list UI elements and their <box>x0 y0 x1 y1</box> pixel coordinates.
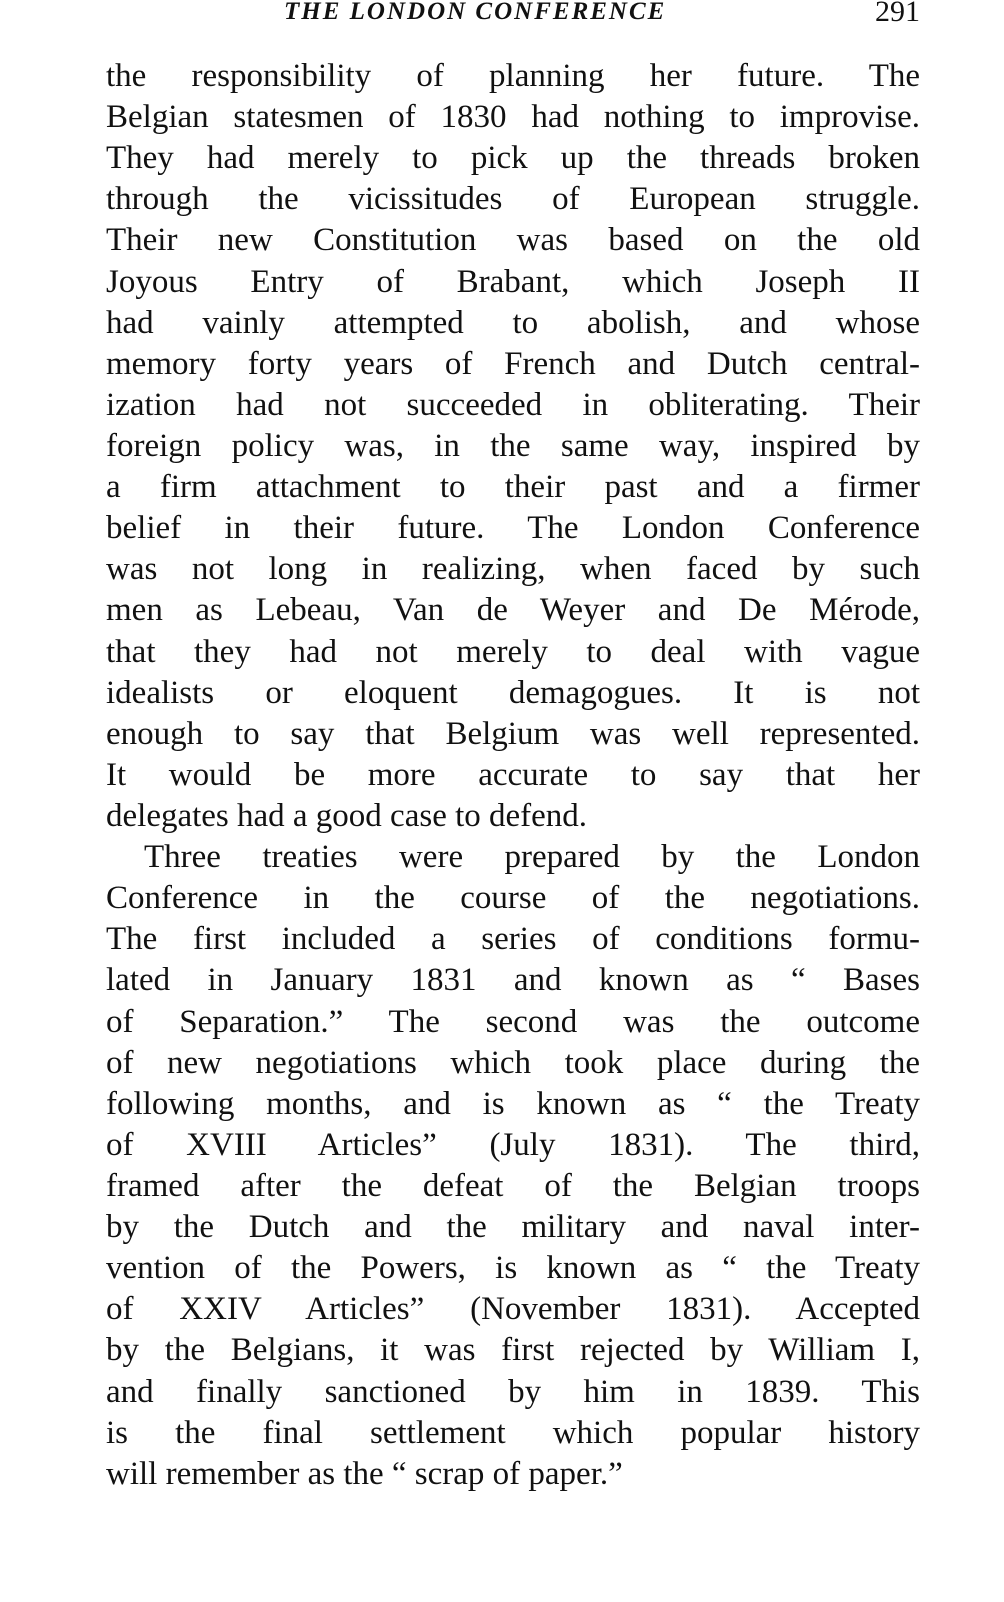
running-title: THE LONDON CONFERENCE <box>284 0 667 25</box>
text-line: of new negotiations which took place during the <box>106 1044 920 1081</box>
text-line: by the Belgians, it was first rejected by William I, <box>106 1332 920 1369</box>
text-line: the responsibility of planning her future. The <box>106 58 920 94</box>
text-line: of XVIII Articles” (July 1831). The third, <box>106 1126 920 1163</box>
text-line: had vainly attempted to abolish, and whose <box>106 304 920 341</box>
text-line: of Separation.” The second was the outcome <box>106 1003 920 1040</box>
text-line: idealists or eloquent demagogues. It is not <box>106 674 920 711</box>
text-line: Belgian statesmen of 1830 had nothing to improvise. <box>106 99 920 136</box>
text-line: through the vicissitudes of European struggle. <box>106 181 920 218</box>
text-line: memory forty years of French and Dutch central- <box>106 345 920 382</box>
text-line: will remember as the “ scrap of paper.” <box>106 1455 623 1492</box>
text-line: ization had not succeeded in obliterating. Their <box>106 386 920 423</box>
text-line: enough to say that Belgium was well represented. <box>106 715 920 752</box>
text-line: a firm attachment to their past and a firmer <box>106 469 920 506</box>
text-line: belief in their future. The London Conference <box>106 510 920 547</box>
text-line: is the final settlement which popular history <box>106 1414 920 1451</box>
text-line: by the Dutch and the military and naval inter- <box>106 1209 920 1246</box>
page-number: 291 <box>875 0 920 28</box>
text-line: Their new Constitution was based on the old <box>106 222 920 259</box>
text-line: and finally sanctioned by him in 1839. This <box>106 1373 920 1410</box>
running-head <box>106 0 920 30</box>
text-line: Three treaties were prepared by the London <box>144 839 920 876</box>
paragraph-1 <box>106 56 920 837</box>
text-line: delegates had a good case to defend. <box>106 797 588 834</box>
text-line: that they had not merely to deal with vague <box>106 633 920 670</box>
text-line: of XXIV Articles” (November 1831). Accepted <box>106 1291 920 1328</box>
text-line: lated in January 1831 and known as “ Bases <box>106 962 920 999</box>
body-text <box>106 56 920 1495</box>
text-line: It would be more accurate to say that her <box>106 756 920 793</box>
text-line: foreign policy was, in the same way, inspired by <box>106 427 920 464</box>
text-line: vention of the Powers, is known as “ the Treaty <box>106 1250 920 1287</box>
text-line: men as Lebeau, Van de Weyer and De Mérode, <box>106 592 920 629</box>
text-line: They had merely to pick up the threads broken <box>106 140 920 177</box>
text-line: following months, and is known as “ the Treaty <box>106 1085 920 1122</box>
paragraph-2 <box>106 837 920 1495</box>
text-line: was not long in realizing, when faced by such <box>106 551 920 588</box>
text-line: Joyous Entry of Brabant, which Joseph II <box>106 263 920 300</box>
text-line: Conference in the course of the negotiations. <box>106 880 920 917</box>
text-line: framed after the defeat of the Belgian troops <box>106 1167 920 1204</box>
text-line: The first included a series of conditions formu- <box>106 921 920 958</box>
